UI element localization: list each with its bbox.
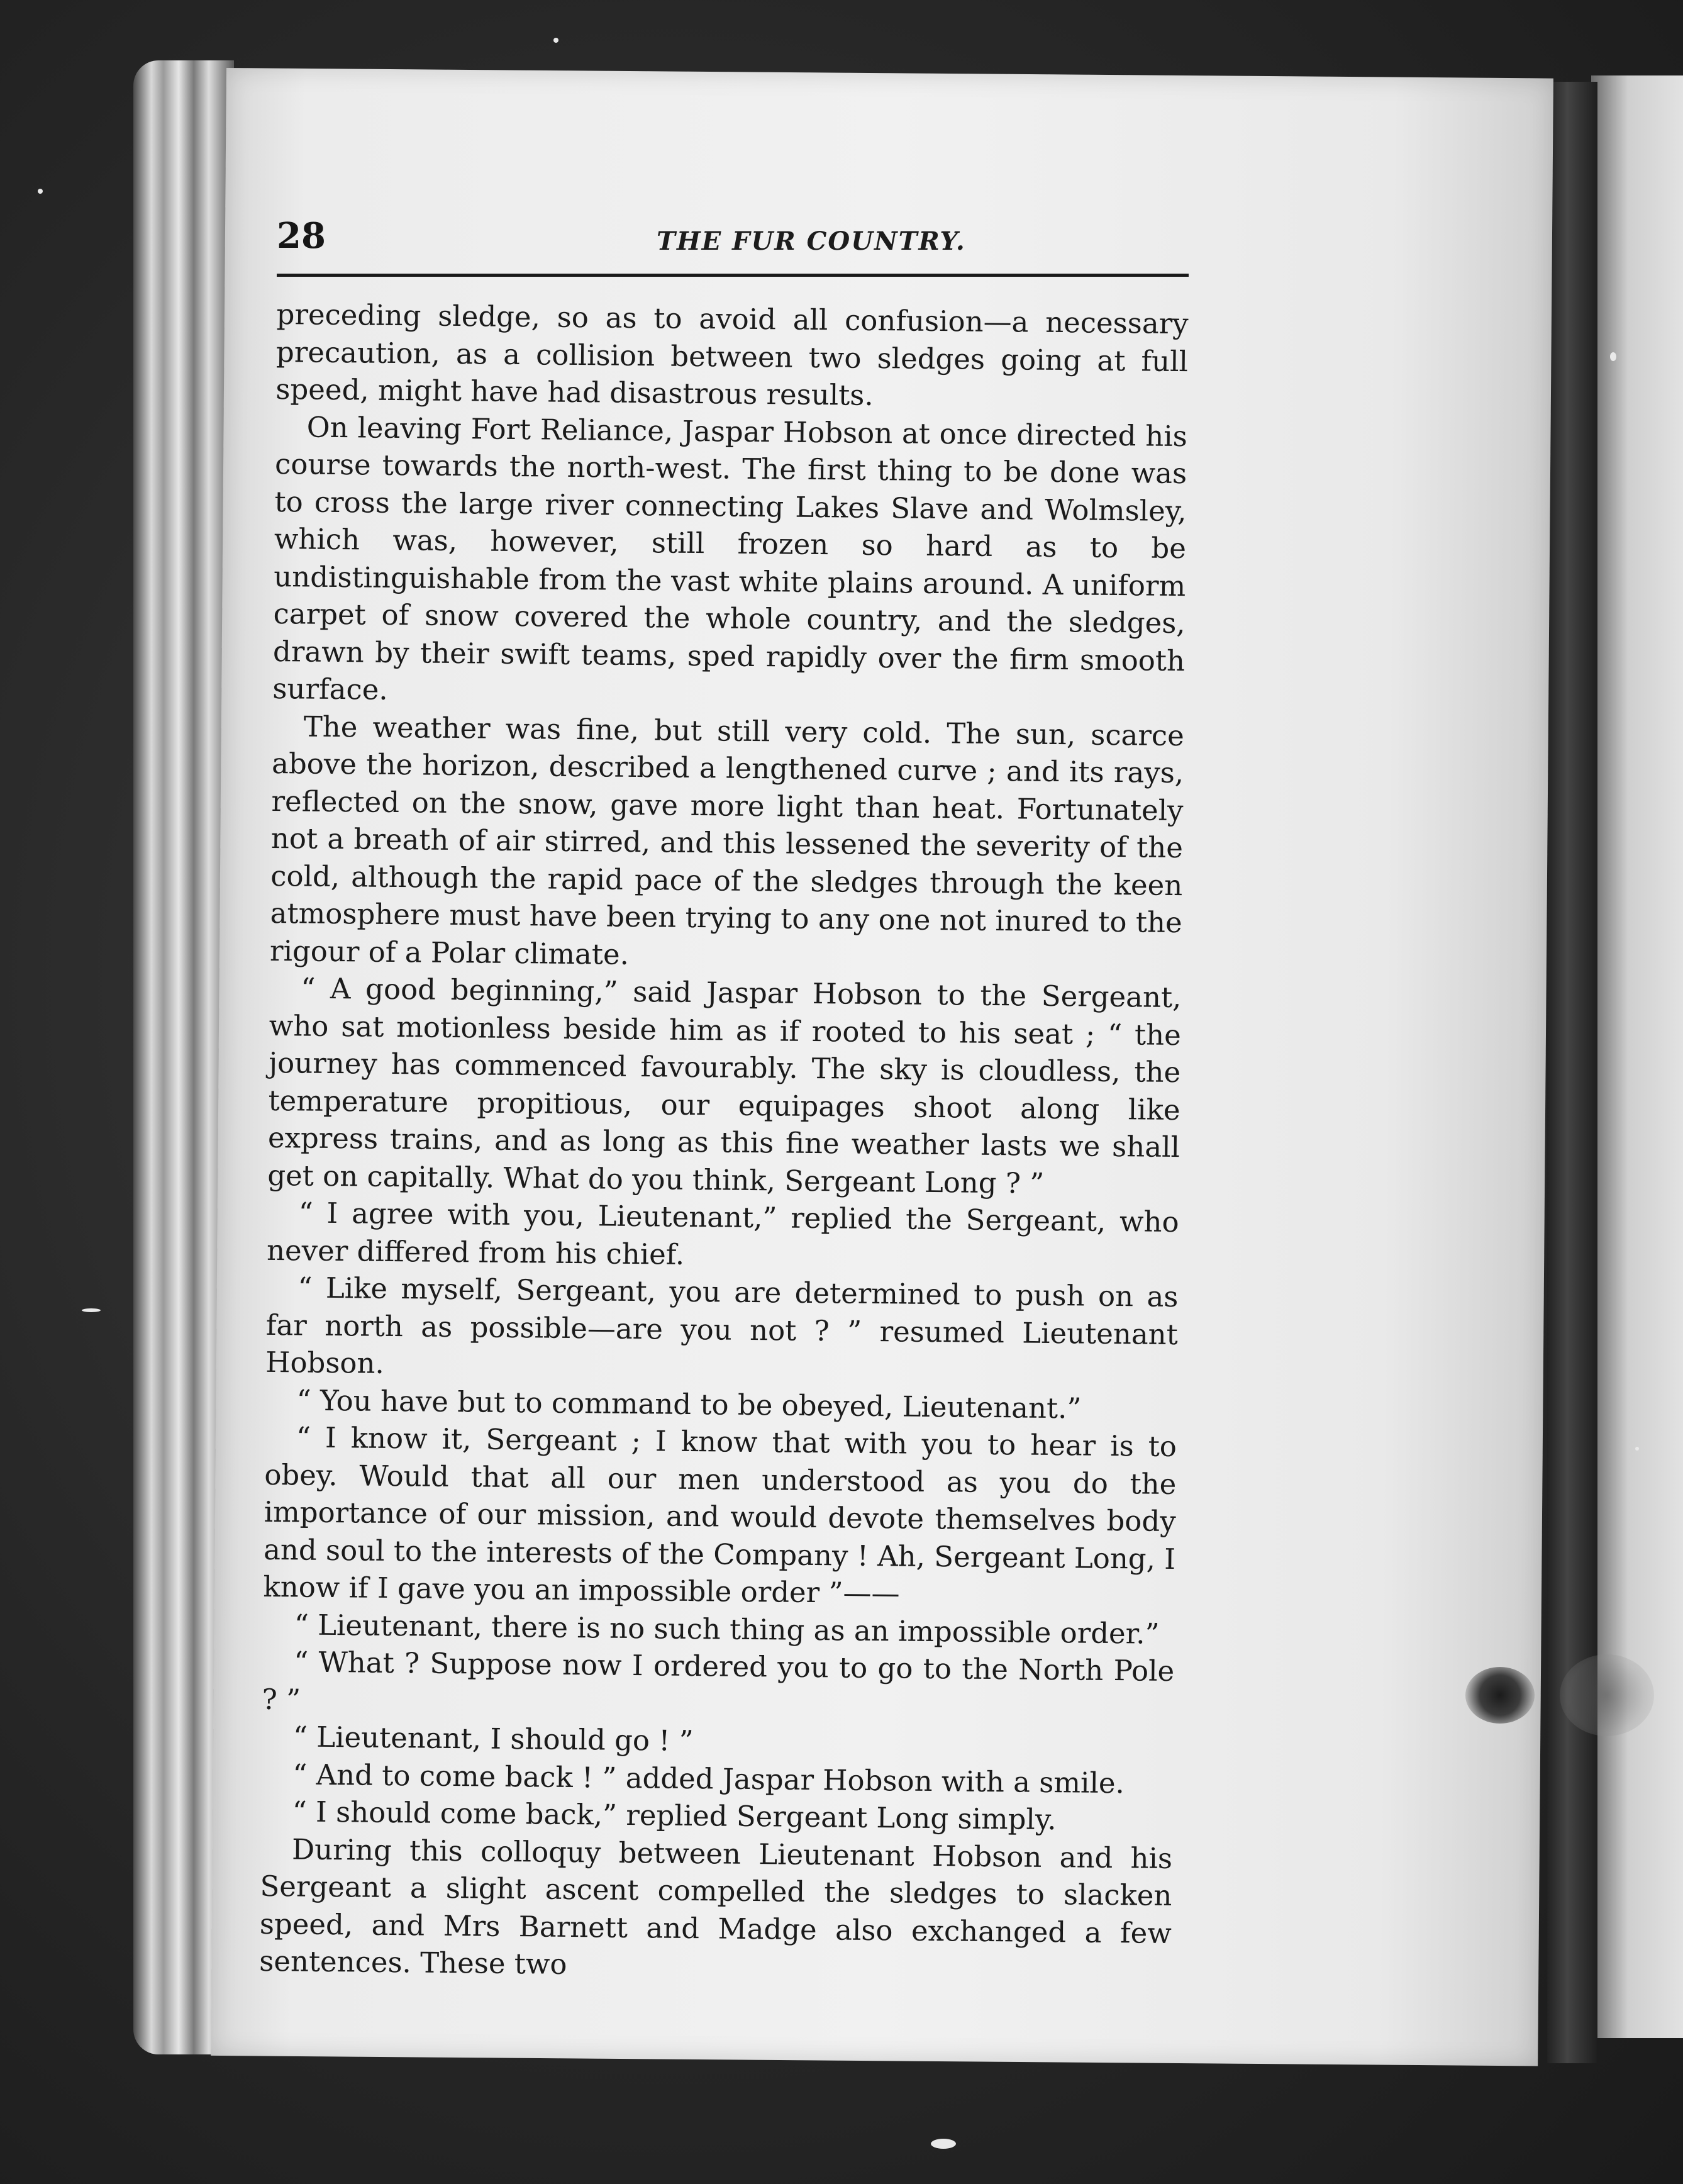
paragraph: “ A good beginning,” said Jaspar Hobson to the Sergeant, who sat motionless beside him as if rooted to his seat ; “ the journey has commenced favourably. The sky is cloudless, the temperature propitious, our equipages shoot along like express trains, and as long as this fine weather lasts we shall get on capitally. What do you think, Sergeant Long ? ” bbox=[267, 971, 1182, 1200]
paragraph: During this colloquy between Lieutenant Hobson and his Sergeant a slight ascent compelled the sledges to slacken speed, and Mrs Barnett and Madge also exchanged a few sentences. These two bbox=[258, 1832, 1173, 1981]
paragraph: “ Lieutenant, I should go ! ” bbox=[292, 1720, 694, 1758]
header-rule bbox=[277, 274, 1189, 277]
paragraph: “ You have but to command to be obeyed, Lieutenant.” bbox=[296, 1383, 1082, 1425]
paragraph: “ What ? Suppose now I ordered you to go to the North Pole ? ” bbox=[262, 1645, 1175, 1717]
ink-blot bbox=[1465, 1667, 1535, 1724]
paragraph: “ I should come back,” replied Sergeant Long simply. bbox=[292, 1795, 1057, 1837]
paragraph: “ Lieutenant, there is no such thing as an impossible order.” bbox=[294, 1607, 1160, 1651]
body-text bbox=[259, 296, 1189, 1990]
gutter-shadow bbox=[1547, 82, 1597, 2063]
paragraph: The weather was fine, but still very cold. The sun, scarce above the horizon, described a lengthened curve ; and its rays, reflected on the snow, gave more light than heat. Fortunately not a breath of air stirred, and this lessened the severity of the cold, although the rapid pace of the sledges through the keen atmosphere must have been trying to any one not inured to the rigour of a Polar climate. bbox=[269, 709, 1185, 971]
paragraph: preceding sledge, so as to avoid all confusion—a necessary precaution, as a collision between two sledges going at full speed, might have had disastrous results. bbox=[275, 297, 1189, 412]
paragraph: “ Like myself, Sergeant, you are determined to push on as far north as possible—are you not ? ” resumed Lieutenant Hobson. bbox=[265, 1271, 1179, 1380]
paragraph: “ And to come back ! ” added Jaspar Hobson with a smile. bbox=[292, 1757, 1125, 1800]
paragraph: On leaving Fort Reliance, Jaspar Hobson at once directed his course towards the north-west. The first thing to be done was to cross the large river connecting Lakes Slave and Wolmsley, which was, however, still frozen so hard as to be undistinguishable from the vast white plains around. A uniform carpet of snow covered the whole country, and the sledges, drawn by their swift teams, sped rapidly over the firm smooth surface. bbox=[272, 410, 1188, 706]
running-head bbox=[277, 208, 1409, 277]
stain-mark bbox=[1560, 1654, 1654, 1736]
page-number: 28 bbox=[277, 215, 326, 257]
paragraph: “ I agree with you, Lieutenant,” replied the Sergeant, who never differed from his chief. bbox=[266, 1196, 1179, 1271]
adjacent-page-edge bbox=[1591, 75, 1683, 2038]
running-title: THE FUR COUNTRY. bbox=[657, 226, 966, 256]
paragraph: “ I know it, Sergeant ; I know that with you to hear is to obey. Would that all our men understood as you do the importance of our mission, and would devote themselves body and soul to the interests of the Company ! Ah, Sergeant Long, I know if I gave you an impossible order ”—— bbox=[263, 1420, 1177, 1610]
